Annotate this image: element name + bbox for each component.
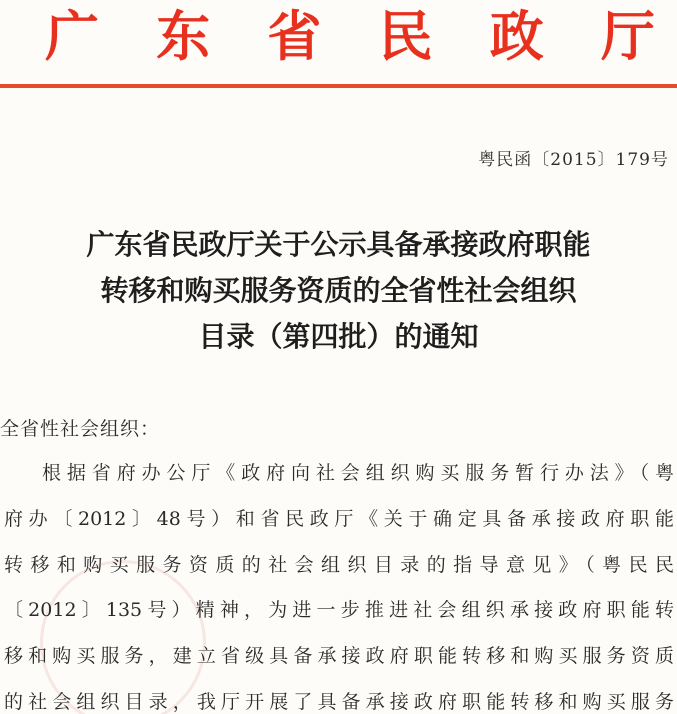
body-line: 转移和购买服务资质的社会组织目录的指导意见》（粤民民: [4, 553, 674, 576]
body-line: 府办〔2012〕48号）和省民政厅《关于确定具备承接政府职能: [4, 507, 674, 530]
body-line: 的社会组织目录，我厅开展了具备承接政府职能转移和购买服务: [4, 690, 674, 713]
document-title: [0, 222, 677, 360]
letterhead-char: 东: [156, 4, 211, 68]
body-line: 根据省府办公厅《政府向社会组织购买服务暂行办法》（粤: [42, 462, 674, 484]
letterhead-char: 广: [45, 4, 99, 68]
letterhead-char: 厅: [600, 4, 655, 68]
body-line: 〔2012〕135号）精神，为进一步推进社会组织承接政府职能转: [4, 599, 674, 622]
salutation: 全省性社会组织：: [0, 418, 161, 440]
letterhead-divider: [0, 84, 677, 88]
letterhead-char: 省: [267, 4, 322, 68]
body-paragraph: [4, 451, 674, 714]
letterhead-char: 政: [489, 4, 544, 68]
letterhead-char: 民: [378, 4, 433, 68]
document-number: 粤民函〔2015〕179号: [478, 150, 669, 170]
document-title-line: 转移和购买服务资质的全省性社会组织: [100, 274, 577, 307]
document-title-line: 目录（第四批）的通知: [198, 320, 479, 353]
body-line: 移和购买服务，建立省级具备承接政府职能转移和购买服务资质: [4, 645, 674, 668]
document-title-line: 广东省民政厅关于公示具备承接政府职能: [86, 228, 591, 261]
letterhead-org-name: [40, 4, 660, 68]
